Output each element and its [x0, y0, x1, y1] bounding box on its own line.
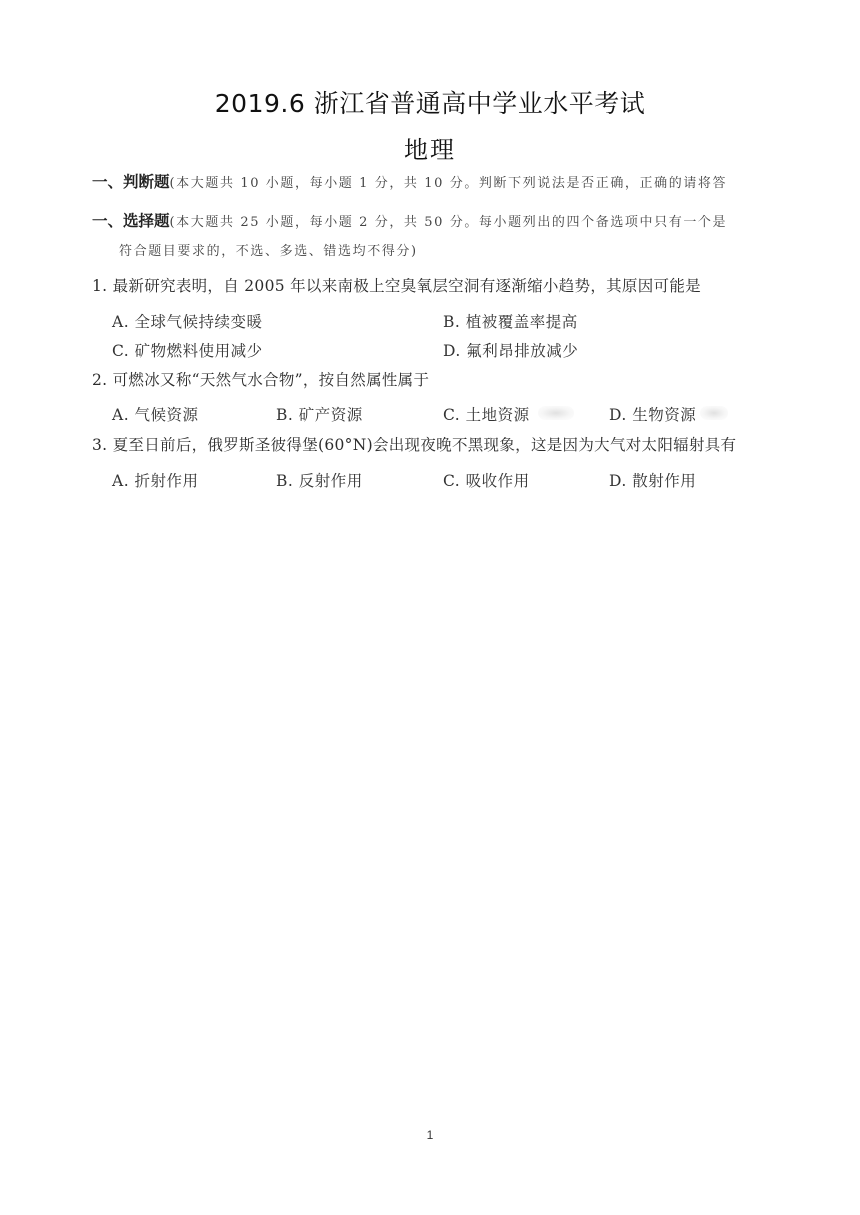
question-1-option-d: D. 氟利昂排放减少: [443, 342, 579, 360]
question-2-stem: 2. 可燃冰又称“天然气水合物”，按自然属性属于: [92, 371, 430, 389]
question-3-option-d: D. 散射作用: [609, 472, 697, 490]
question-1-option-b: B. 植被覆盖率提高: [443, 313, 578, 331]
section-note: (本大题共 25 小题，每小题 2 分，共 50 分。每小题列出的四个备选项中只有一个是: [169, 215, 728, 230]
question-3-option-a: A. 折射作用: [112, 472, 199, 490]
subject-title: 地理: [404, 136, 456, 164]
scan-smudge: [700, 406, 728, 420]
question-2-option-b: B. 矿产资源: [276, 406, 363, 424]
section-multiple-choice: [92, 211, 727, 233]
question-3-option-c: C. 吸收作用: [443, 472, 530, 490]
scan-smudge: [538, 406, 574, 420]
question-1-option-c: C. 矿物燃料使用减少: [112, 342, 263, 360]
question-1-option-a: A. 全球气候持续变暖: [112, 313, 263, 331]
section-note: (本大题共 10 小题，每小题 1 分，共 10 分。判断下列说法是否正确，正确的请将答: [169, 176, 728, 191]
section-true-false: [92, 172, 727, 194]
question-1-stem: 1. 最新研究表明，自 2005 年以来南极上空臭氧层空洞有逐渐缩小趋势，其原因可能是: [92, 277, 701, 295]
exam-title: 2019.6 浙江省普通高中学业水平考试: [214, 89, 646, 118]
question-3-stem: 3. 夏至日前后，俄罗斯圣彼得堡(60°N)会出现夜晚不黑现象，这是因为大气对太阳辐射具有: [92, 436, 737, 454]
question-3-option-b: B. 反射作用: [276, 472, 363, 490]
section-heading: 一、判断题: [92, 173, 170, 191]
section-note-continued: 符合题目要求的，不选、多选、错选均不得分): [119, 244, 418, 259]
section-heading: 一、选择题: [92, 212, 170, 230]
question-2-option-d: D. 生物资源: [609, 406, 697, 424]
question-2-option-c: C. 土地资源: [443, 406, 530, 424]
page-number: 1: [426, 1128, 434, 1142]
question-2-option-a: A. 气候资源: [112, 406, 199, 424]
